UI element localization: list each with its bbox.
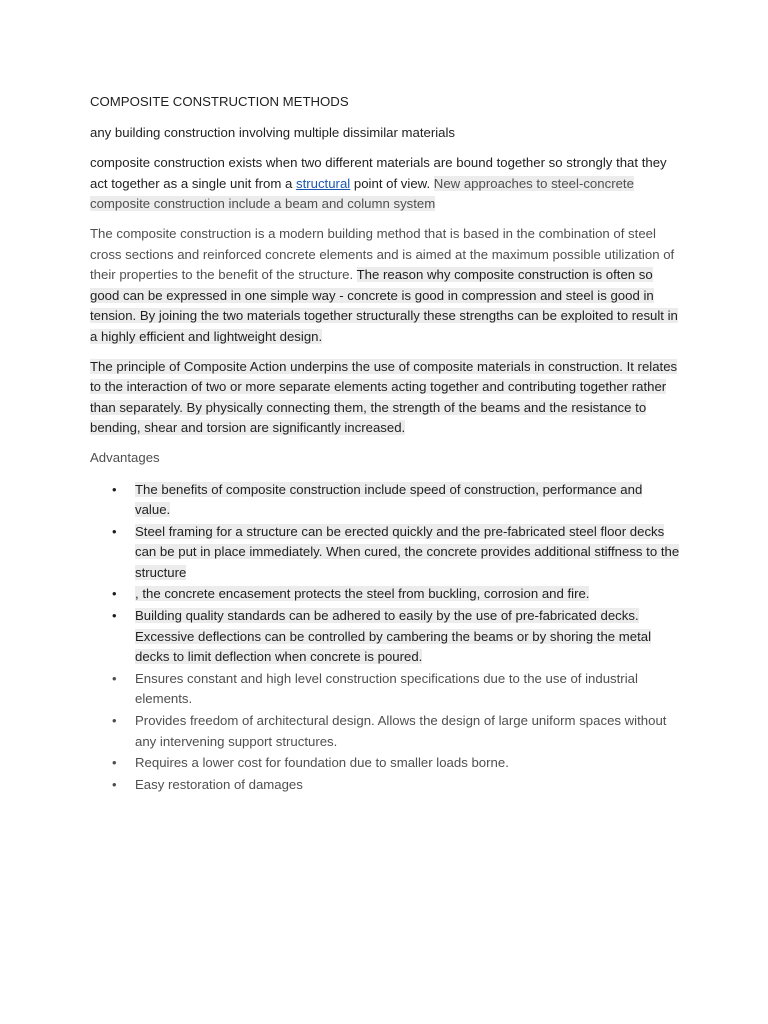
paragraph-definition <box>90 153 680 215</box>
paragraph-definition-text: composite construction exists when two different materials are bound together so strongly that they act together as a single unit from a <box>90 155 667 191</box>
paragraph-method <box>90 224 680 348</box>
list-item <box>90 522 680 584</box>
bullet-icon: • <box>112 481 117 497</box>
list-item-text: Steel framing for a structure can be erected quickly and the pre-fabricated steel floor decks can be put in place immediately. When cured, the concrete provides additional stiffness to the structure <box>135 523 680 580</box>
highlighted-text: The principle of Composite Action underpins the use of composite materials in construction. It relates to the interaction of two or more separate elements acting together and contributing together rather than separately. By physically connecting them, the strength of the beams and the resistance to bending, shear and torsion are significantly increased. <box>90 358 678 436</box>
list-item-text: Provides freedom of architectural design. Allows the design of large uniform spaces without any intervening support structures. <box>135 713 667 749</box>
bullet-icon: • <box>112 713 117 729</box>
paragraph-composite-action <box>90 357 680 439</box>
list-item <box>90 775 680 796</box>
bullet-icon: • <box>112 523 117 539</box>
bullet-icon: • <box>112 608 117 624</box>
paragraph-method-text: The composite construction is a modern building method that is based in the combination of steel cross sections and reinforced concrete elements and is aimed at the maximum possible utilization of their properties to the benefit of the structure. <box>90 225 675 283</box>
bullet-icon: • <box>112 776 117 792</box>
list-item <box>90 584 680 605</box>
advantages-heading: Advantages <box>90 449 160 465</box>
advantages-list <box>90 480 680 796</box>
list-item-text: Requires a lower cost for foundation due to smaller loads borne. <box>135 755 509 771</box>
list-item-text: , the concrete encasement protects the steel from buckling, corrosion and fire. <box>135 586 590 602</box>
structural-link[interactable]: structural <box>295 175 351 191</box>
bullet-icon: • <box>112 755 117 771</box>
list-item <box>90 480 680 521</box>
bullet-icon: • <box>112 670 117 686</box>
document-subtitle: any building construction involving multiple dissimilar materials <box>90 124 456 140</box>
list-item-text: Easy restoration of damages <box>135 776 303 792</box>
list-item <box>90 669 680 710</box>
bullet-icon: • <box>112 586 117 602</box>
highlighted-text: New approaches to steel-concrete composite construction include a beam and column system <box>90 175 634 212</box>
document-body <box>90 92 680 796</box>
list-item <box>90 753 680 774</box>
paragraph-definition-text-continued: point of view. <box>350 175 434 191</box>
list-item <box>90 711 680 752</box>
document-title: COMPOSITE CONSTRUCTION METHODS <box>90 94 349 109</box>
list-item-text: The benefits of composite construction include speed of construction, performance and value. <box>135 481 643 518</box>
list-item-text: Building quality standards can be adhered to easily by the use of pre-fabricated decks. Excessive deflections can be controlled by cambering the beams or by shoring the metal decks to limit deflection when concrete is poured. <box>135 608 652 665</box>
list-item-text: Ensures constant and high level construction specifications due to the use of industrial elements. <box>135 670 638 707</box>
list-item <box>90 606 680 668</box>
highlighted-text: The reason why composite construction is often so good can be expressed in one simple way - concrete is good in compression and steel is good in tension. By joining the two materials together structurally these strengths can be exploited to result in a highly efficient and lightweight design. <box>90 267 678 344</box>
